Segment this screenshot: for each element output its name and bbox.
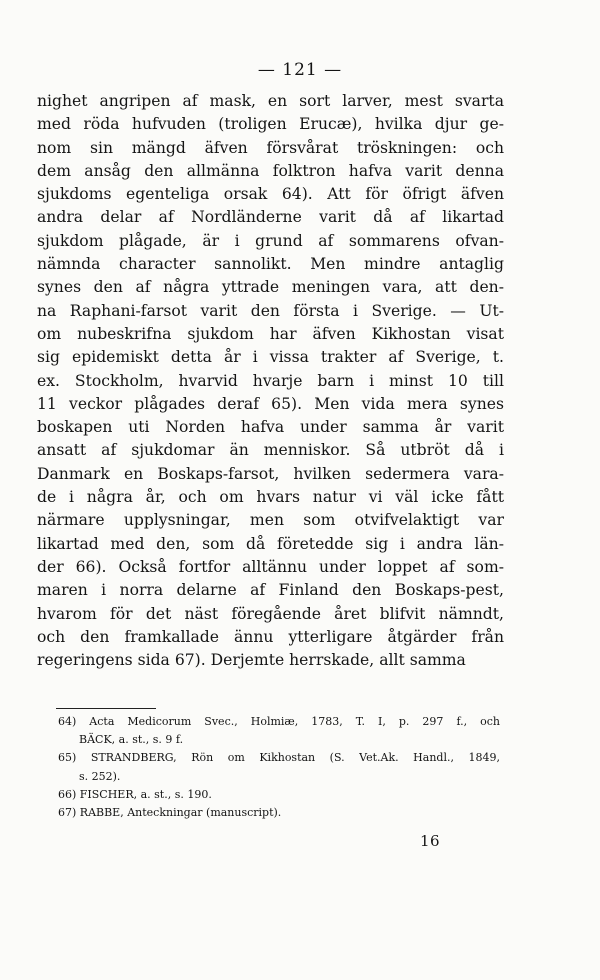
text-line: närmare upplysningar, men som otvifvelaktigt var — [37, 511, 504, 530]
footnote-66: 66) FISCHER, a. st., s. 190. — [58, 787, 212, 801]
text-line: sig epidemiskt detta år i vissa trakter af Sverige, t. — [37, 348, 504, 367]
body-text — [37, 90, 504, 672]
text-line: Danmark en Boskaps-farsot, hvilken sedermera vara- — [37, 464, 504, 483]
footnotes — [58, 713, 500, 822]
text-line: med röda hufvuden (troligen Erucæ), hvilka djur ge- — [37, 115, 504, 134]
text-line: och den framkallade ännu ytterligare åtgärder från — [37, 627, 504, 646]
text-line: synes den af några yttrade meningen vara, att den- — [37, 278, 504, 297]
text-line: maren i norra delarne af Finland den Boskaps-pest, — [37, 581, 504, 600]
text-line: ansatt af sjukdomar än menniskor. Så utbröt då i — [37, 441, 504, 460]
text-line: boskapen uti Norden hafva under samma år varit — [37, 418, 504, 437]
text-line: andra delar af Nordländerne varit då af likartad — [37, 208, 504, 227]
footnote-64: 64) Acta Medicorum Svec., Holmiæ, 1783, T. I, p. 297 f., och — [58, 715, 500, 728]
text-line: der 66). Också fortfor alltännu under loppet af som- — [37, 557, 504, 576]
text-line: de i några år, och om hvars natur vi väl icke fått — [37, 488, 504, 507]
footnote-separator — [56, 708, 156, 709]
text-line: nämnda character sannolikt. Men mindre antaglig — [37, 255, 504, 274]
text-line: likartad med den, som då företedde sig i andra län- — [37, 534, 504, 553]
text-line: ex. Stockholm, hvarvid hvarje barn i minst 10 till — [37, 371, 504, 390]
text-line: sjukdom plågade, är i grund af sommarens ofvan- — [37, 231, 504, 250]
page-number: — 121 — — [257, 60, 343, 80]
text-line: hvarom för det näst föregående året blifvit nämndt, — [37, 604, 504, 623]
footnote-64-continuation: BÄCK, a. st., s. 9 f. — [79, 733, 184, 747]
text-line: regeringens sida 67). Derjemte herrskade, allt samma — [37, 651, 466, 670]
text-line: na Raphani-farsot varit den första i Sverige. — Ut- — [37, 301, 504, 320]
text-line: nighet angripen af mask, en sort larver, mest svarta — [37, 92, 504, 110]
signature-mark: 16 — [420, 832, 441, 850]
text-line: sjukdoms egenteliga orsak 64). Att för öfrigt äfven — [37, 185, 504, 204]
text-line: dem ansåg den allmänna folktron hafva varit denna — [37, 161, 504, 180]
text-line: om nubeskrifna sjukdom har äfven Kikhostan visat — [37, 324, 504, 343]
footnote-65-continuation: s. 252). — [79, 769, 121, 783]
text-line: nom sin mängd äfven försvårat tröskningen: och — [37, 138, 504, 157]
footnote-67: 67) RABBE, Anteckningar (manuscript). — [58, 805, 282, 819]
footnote-65: 65) STRANDBERG, Rön om Kikhostan (S. Vet.Ak. Handl., 1849, — [58, 751, 500, 765]
text-line: 11 veckor plågades deraf 65). Men vida mera synes — [37, 394, 504, 413]
